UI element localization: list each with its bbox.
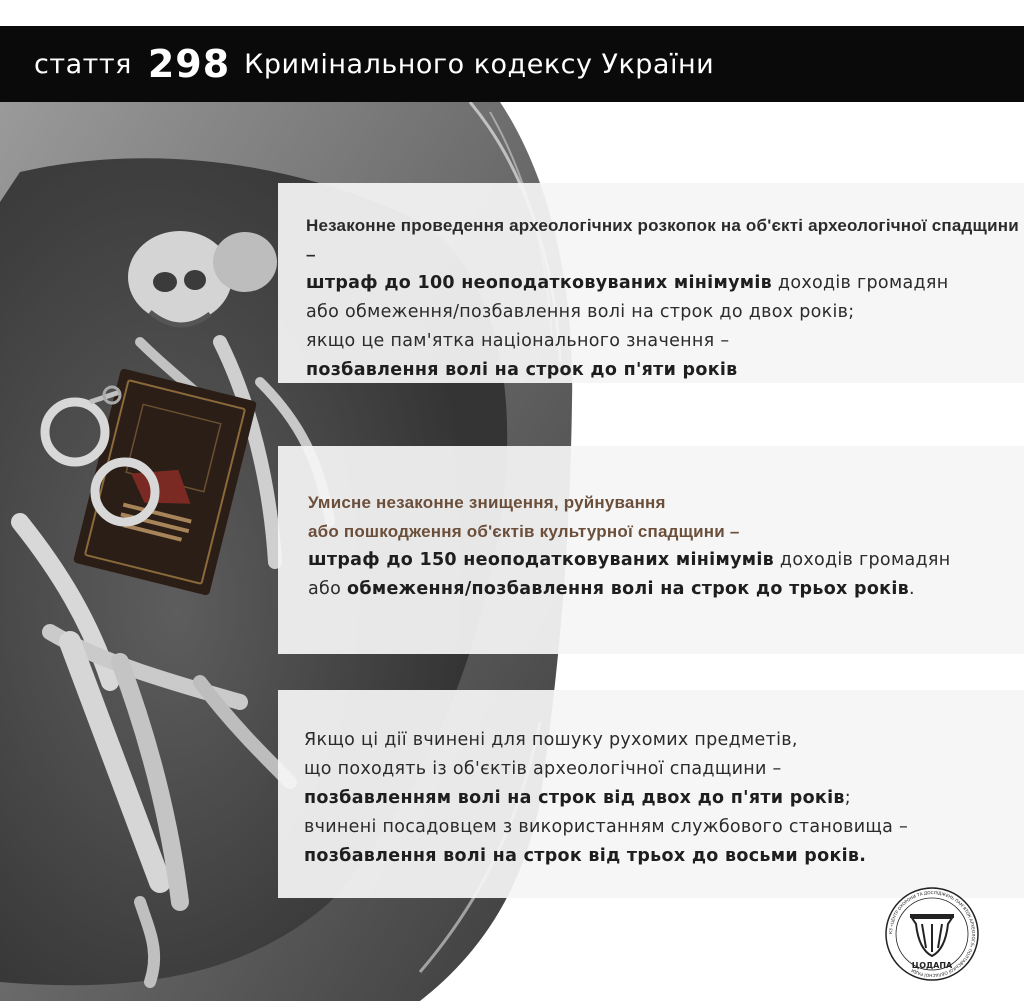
block2-alt-pre: або [308, 579, 347, 599]
title-prefix: стаття [34, 48, 132, 80]
block-destruction [278, 446, 1024, 654]
block3-penalty: позбавленням волі на строк від двох до п'яти років [304, 788, 845, 808]
block2-heading-line2: або пошкодження об'єктів культурної спадщини – [308, 522, 740, 541]
logo-text: ЦОДАПА [911, 961, 953, 970]
block2-alt-penalty: обмеження/позбавлення волі на строк до трьох років [347, 579, 910, 599]
block-illegal-excavation [278, 183, 1024, 383]
block3-line2: що походять із об'єктів археологічної спадщини – [304, 759, 782, 779]
logo-ring-text: КЗ «ЦЕНТР ОХОРОНИ ТА ДОСЛІДЖЕНЬ ПАМ'ЯТОК АРХЕОЛОГІЇ» ПОЛТАВСЬКОЇ ОБЛАСНОЇ РАДИ [887, 889, 977, 979]
block2-heading-line1: Умисне незаконне знищення, руйнування [308, 493, 666, 512]
block3-penalty-post: ; [844, 788, 851, 808]
block3-official-penalty: позбавлення волі на строк від трьох до восьми років. [304, 846, 867, 866]
block2-alt-penalty-line [308, 575, 1024, 604]
block2-fine: штраф до 150 неоподатковуваних мінімумів [308, 550, 775, 570]
block1-national-condition: якщо це пам'ятка національного значення – [306, 331, 730, 351]
block1-national-penalty: позбавлення волі на строк до п'яти років [306, 360, 738, 380]
block3-penalty-line [304, 784, 1024, 813]
block1-alt-penalty: або обмеження/позбавлення волі на строк до двох років; [306, 302, 855, 322]
block-aggravated [278, 690, 1024, 898]
title-suffix: Кримінального кодексу України [244, 48, 715, 80]
block1-penalty-line [306, 269, 1024, 298]
block3-official-condition: вчинені посадовцем з використанням службового становища – [304, 817, 909, 837]
title-bar [0, 26, 1024, 102]
block2-fine-rest: доходів громадян [774, 550, 951, 570]
codapa-logo [876, 884, 988, 984]
block2-alt-post: . [909, 579, 915, 599]
article-number: 298 [147, 42, 231, 86]
block1-fine: штраф до 100 неоподатковуваних мінімумів [306, 273, 773, 293]
block2-penalty-line [308, 546, 1024, 575]
block1-fine-rest: доходів громадян [772, 273, 949, 293]
block1-heading: Незаконне проведення археологічних розкопок на об'єкті археологічної спадщини – [306, 216, 1019, 264]
block3-line1: Якщо ці дії вчинені для пошуку рухомих предметів, [304, 730, 798, 750]
